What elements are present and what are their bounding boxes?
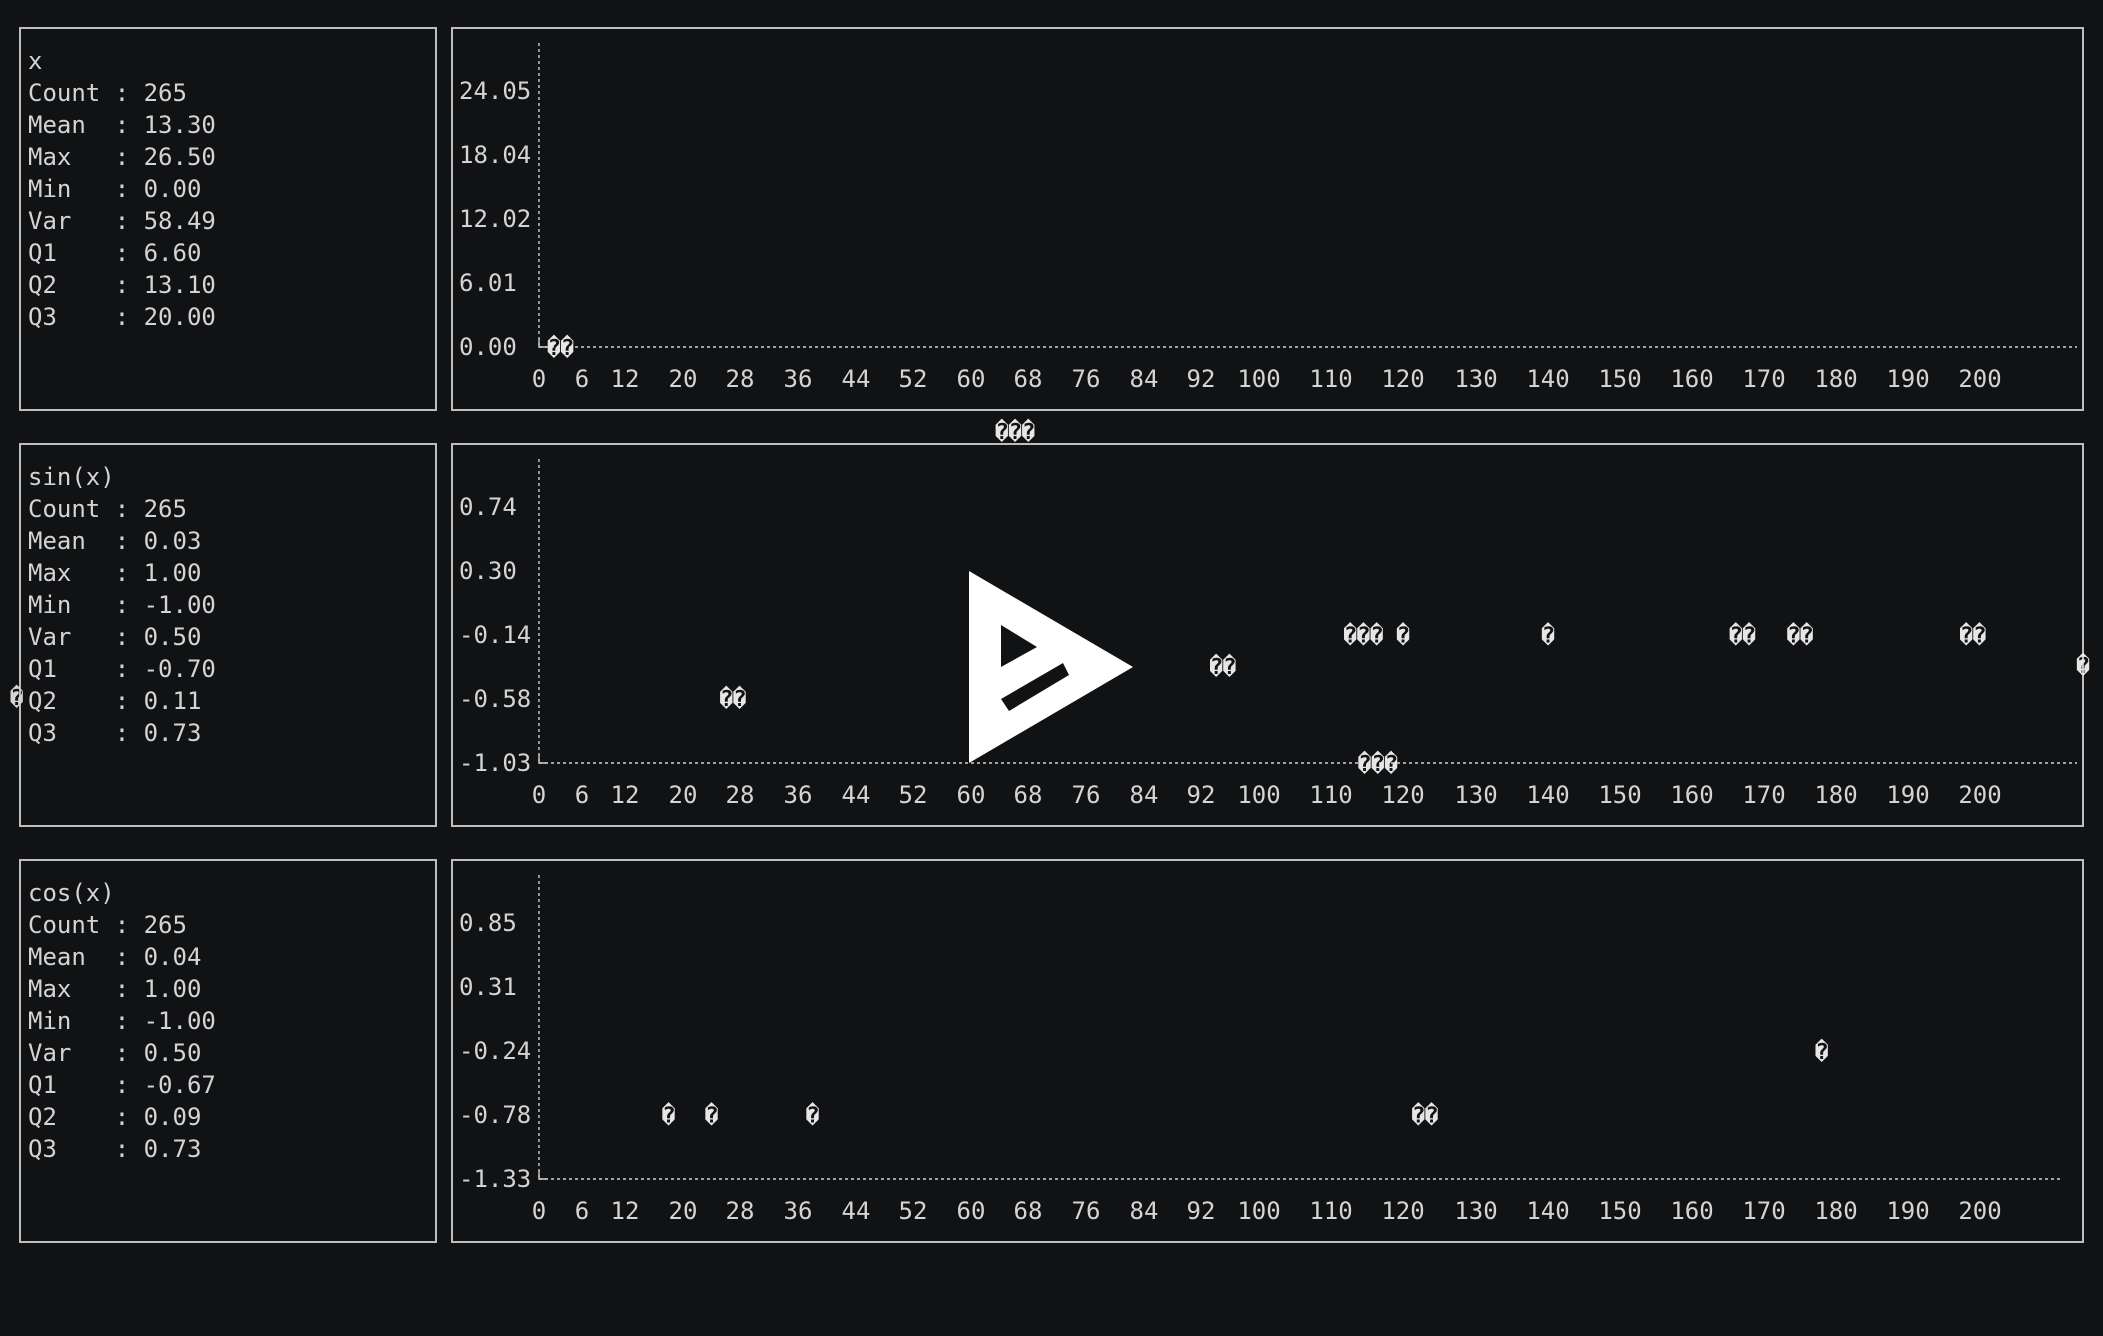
y-tick-label: 0.74 xyxy=(459,493,517,521)
x-tick-label: 120 xyxy=(1381,365,1425,393)
stats-panel-cos xyxy=(19,859,437,1243)
stat-max: Max : 1.00 xyxy=(28,975,202,1003)
x-tick-label: 190 xyxy=(1886,781,1930,809)
x-tick-label: 100 xyxy=(1237,365,1281,393)
x-tick-label: 28 xyxy=(725,781,755,809)
stat-count: Count : 265 xyxy=(28,911,187,939)
x-tick-label: 140 xyxy=(1526,1197,1570,1225)
stat-mean: Mean : 13.30 xyxy=(28,111,216,139)
x-tick-label: 0 xyxy=(531,1197,547,1225)
top-edge-marker: ��� xyxy=(995,420,1035,445)
x-tick-label: 36 xyxy=(783,1197,813,1225)
y-tick-label: 18.04 xyxy=(459,141,532,169)
x-tick-label: 190 xyxy=(1886,1197,1930,1225)
x-tick-label: 160 xyxy=(1670,365,1714,393)
left-edge-marker: � xyxy=(10,686,24,711)
plot-x xyxy=(451,27,2103,411)
x-tick-label: 120 xyxy=(1381,781,1425,809)
stat-q1: Q1 : 6.60 xyxy=(28,239,202,267)
x-tick-label: 200 xyxy=(1958,1197,2002,1225)
stat-max: Max : 26.50 xyxy=(28,143,216,171)
plot-cos xyxy=(451,859,2103,1243)
x-tick-label: 160 xyxy=(1670,781,1714,809)
data-point: �� xyxy=(1411,1103,1439,1129)
data-point: ��� xyxy=(1343,623,1384,649)
x-tick-label: 170 xyxy=(1742,1197,1786,1225)
x-tick-label: 84 xyxy=(1129,781,1159,809)
stat-mean: Mean : 0.03 xyxy=(28,527,202,555)
data-point: �� xyxy=(1959,623,1987,649)
data-point: �� xyxy=(547,336,574,361)
x-tick-label: 200 xyxy=(1958,365,2002,393)
x-tick-label: 44 xyxy=(841,781,871,809)
data-point: �� xyxy=(1729,623,1756,649)
stat-mean: Mean : 0.04 xyxy=(28,943,202,971)
stat-var: Var : 58.49 xyxy=(28,207,216,235)
stat-q3: Q3 : 0.73 xyxy=(28,1135,202,1163)
data-point: �� xyxy=(1209,655,1236,681)
stat-count: Count : 265 xyxy=(28,79,187,107)
x-tick-label: 100 xyxy=(1237,781,1281,809)
axis-corner xyxy=(539,339,547,347)
x-tick-label: 170 xyxy=(1742,781,1786,809)
x-tick-label: 52 xyxy=(898,781,928,809)
x-tick-label: 130 xyxy=(1454,365,1498,393)
x-tick-label: 60 xyxy=(956,365,986,393)
data-point: � xyxy=(661,1103,676,1129)
data-point: � xyxy=(1396,623,1410,649)
data-point: � xyxy=(1541,623,1555,649)
stat-q3: Q3 : 20.00 xyxy=(28,303,216,331)
x-tick-label: 60 xyxy=(956,1197,986,1225)
stat-q2: Q2 : 13.10 xyxy=(28,271,216,299)
y-tick-label: 0.00 xyxy=(459,333,517,361)
series-name: cos(x) xyxy=(28,879,115,907)
x-tick-label: 68 xyxy=(1013,781,1043,809)
x-tick-label: 190 xyxy=(1886,365,1930,393)
stat-max: Max : 1.00 xyxy=(28,559,202,587)
x-tick-label: 6 xyxy=(574,365,590,393)
y-tick-label: -0.24 xyxy=(459,1037,532,1065)
series-name: x xyxy=(28,47,43,75)
x-tick-label: 170 xyxy=(1742,365,1786,393)
x-tick-label: 28 xyxy=(725,1197,755,1225)
x-tick-label: 180 xyxy=(1814,365,1858,393)
stat-min: Min : -1.00 xyxy=(28,1007,216,1035)
x-tick-label: 52 xyxy=(898,365,928,393)
x-tick-label: 20 xyxy=(668,781,698,809)
x-tick-label: 140 xyxy=(1526,781,1570,809)
x-tick-label: 76 xyxy=(1071,1197,1101,1225)
stat-min: Min : -1.00 xyxy=(28,591,216,619)
x-tick-label: 120 xyxy=(1381,1197,1425,1225)
x-tick-label: 36 xyxy=(783,365,813,393)
x-tick-label: 6 xyxy=(574,781,590,809)
stats-panel-x xyxy=(19,27,437,411)
y-tick-label: 0.85 xyxy=(459,909,517,937)
x-tick-label: 84 xyxy=(1129,1197,1159,1225)
y-tick-label: 24.05 xyxy=(459,77,532,105)
stat-q2: Q2 : 0.11 xyxy=(28,687,202,715)
stat-q3: Q3 : 0.73 xyxy=(28,719,202,747)
x-tick-label: 68 xyxy=(1013,1197,1043,1225)
y-tick-label: -0.78 xyxy=(459,1101,532,1129)
x-tick-label: 36 xyxy=(783,781,813,809)
x-tick-label: 76 xyxy=(1071,781,1101,809)
x-tick-label: 150 xyxy=(1598,781,1642,809)
x-tick-label: 110 xyxy=(1309,1197,1353,1225)
x-tick-label: 130 xyxy=(1454,1197,1498,1225)
x-tick-label: 6 xyxy=(574,1197,590,1225)
x-tick-label: 60 xyxy=(956,781,986,809)
x-tick-label: 92 xyxy=(1186,1197,1216,1225)
x-tick-label: 100 xyxy=(1237,1197,1281,1225)
x-tick-label: 150 xyxy=(1598,365,1642,393)
x-tick-label: 140 xyxy=(1526,365,1570,393)
x-tick-label: 44 xyxy=(841,1197,871,1225)
x-tick-label: 180 xyxy=(1814,1197,1858,1225)
x-tick-label: 200 xyxy=(1958,781,2002,809)
y-tick-label: -1.33 xyxy=(459,1165,532,1193)
x-tick-label: 0 xyxy=(531,781,547,809)
x-tick-label: 92 xyxy=(1186,365,1216,393)
x-tick-label: 130 xyxy=(1454,781,1498,809)
x-tick-label: 20 xyxy=(668,1197,698,1225)
stat-q1: Q1 : -0.67 xyxy=(28,1071,216,1099)
stat-q1: Q1 : -0.70 xyxy=(28,655,216,683)
data-point: � xyxy=(805,1103,820,1129)
y-tick-label: -0.14 xyxy=(459,621,532,649)
x-tick-label: 0 xyxy=(531,365,547,393)
x-tick-label: 76 xyxy=(1071,365,1101,393)
data-point: � xyxy=(704,1103,719,1129)
x-tick-label: 12 xyxy=(610,781,640,809)
x-tick-label: 20 xyxy=(668,365,698,393)
x-tick-label: 110 xyxy=(1309,781,1353,809)
data-point: ��� xyxy=(1357,752,1398,777)
stats-panel-sin xyxy=(19,443,437,827)
x-tick-label: 92 xyxy=(1186,781,1216,809)
y-tick-label: 12.02 xyxy=(459,205,532,233)
x-tick-label: 110 xyxy=(1309,365,1353,393)
stat-var: Var : 0.50 xyxy=(28,623,202,651)
x-tick-label: 84 xyxy=(1129,365,1159,393)
data-point: �� xyxy=(1786,623,1814,649)
stat-min: Min : 0.00 xyxy=(28,175,202,203)
stat-count: Count : 265 xyxy=(28,495,187,523)
x-tick-label: 52 xyxy=(898,1197,928,1225)
axis-corner xyxy=(539,755,547,763)
x-tick-label: 44 xyxy=(841,365,871,393)
x-tick-label: 160 xyxy=(1670,1197,1714,1225)
y-tick-label: -1.03 xyxy=(459,749,532,777)
x-tick-label: 150 xyxy=(1598,1197,1642,1225)
series-name: sin(x) xyxy=(28,463,115,491)
stat-var: Var : 0.50 xyxy=(28,1039,202,1067)
plot-sin xyxy=(451,420,2103,827)
x-tick-label: 68 xyxy=(1013,365,1043,393)
x-tick-label: 12 xyxy=(610,1197,640,1225)
x-tick-label: 12 xyxy=(610,365,640,393)
right-edge-marker: � xyxy=(2076,654,2090,679)
stat-q2: Q2 : 0.09 xyxy=(28,1103,202,1131)
play-logo-icon[interactable] xyxy=(965,571,1137,763)
y-tick-label: 6.01 xyxy=(459,269,517,297)
x-tick-label: 180 xyxy=(1814,781,1858,809)
y-tick-label: 0.30 xyxy=(459,557,517,585)
data-point: �� xyxy=(719,686,747,712)
data-point: � xyxy=(1814,1040,1829,1065)
x-tick-label: 28 xyxy=(725,365,755,393)
axis-corner xyxy=(539,1171,547,1179)
y-tick-label: 0.31 xyxy=(459,973,517,1001)
y-tick-label: -0.58 xyxy=(459,685,532,713)
